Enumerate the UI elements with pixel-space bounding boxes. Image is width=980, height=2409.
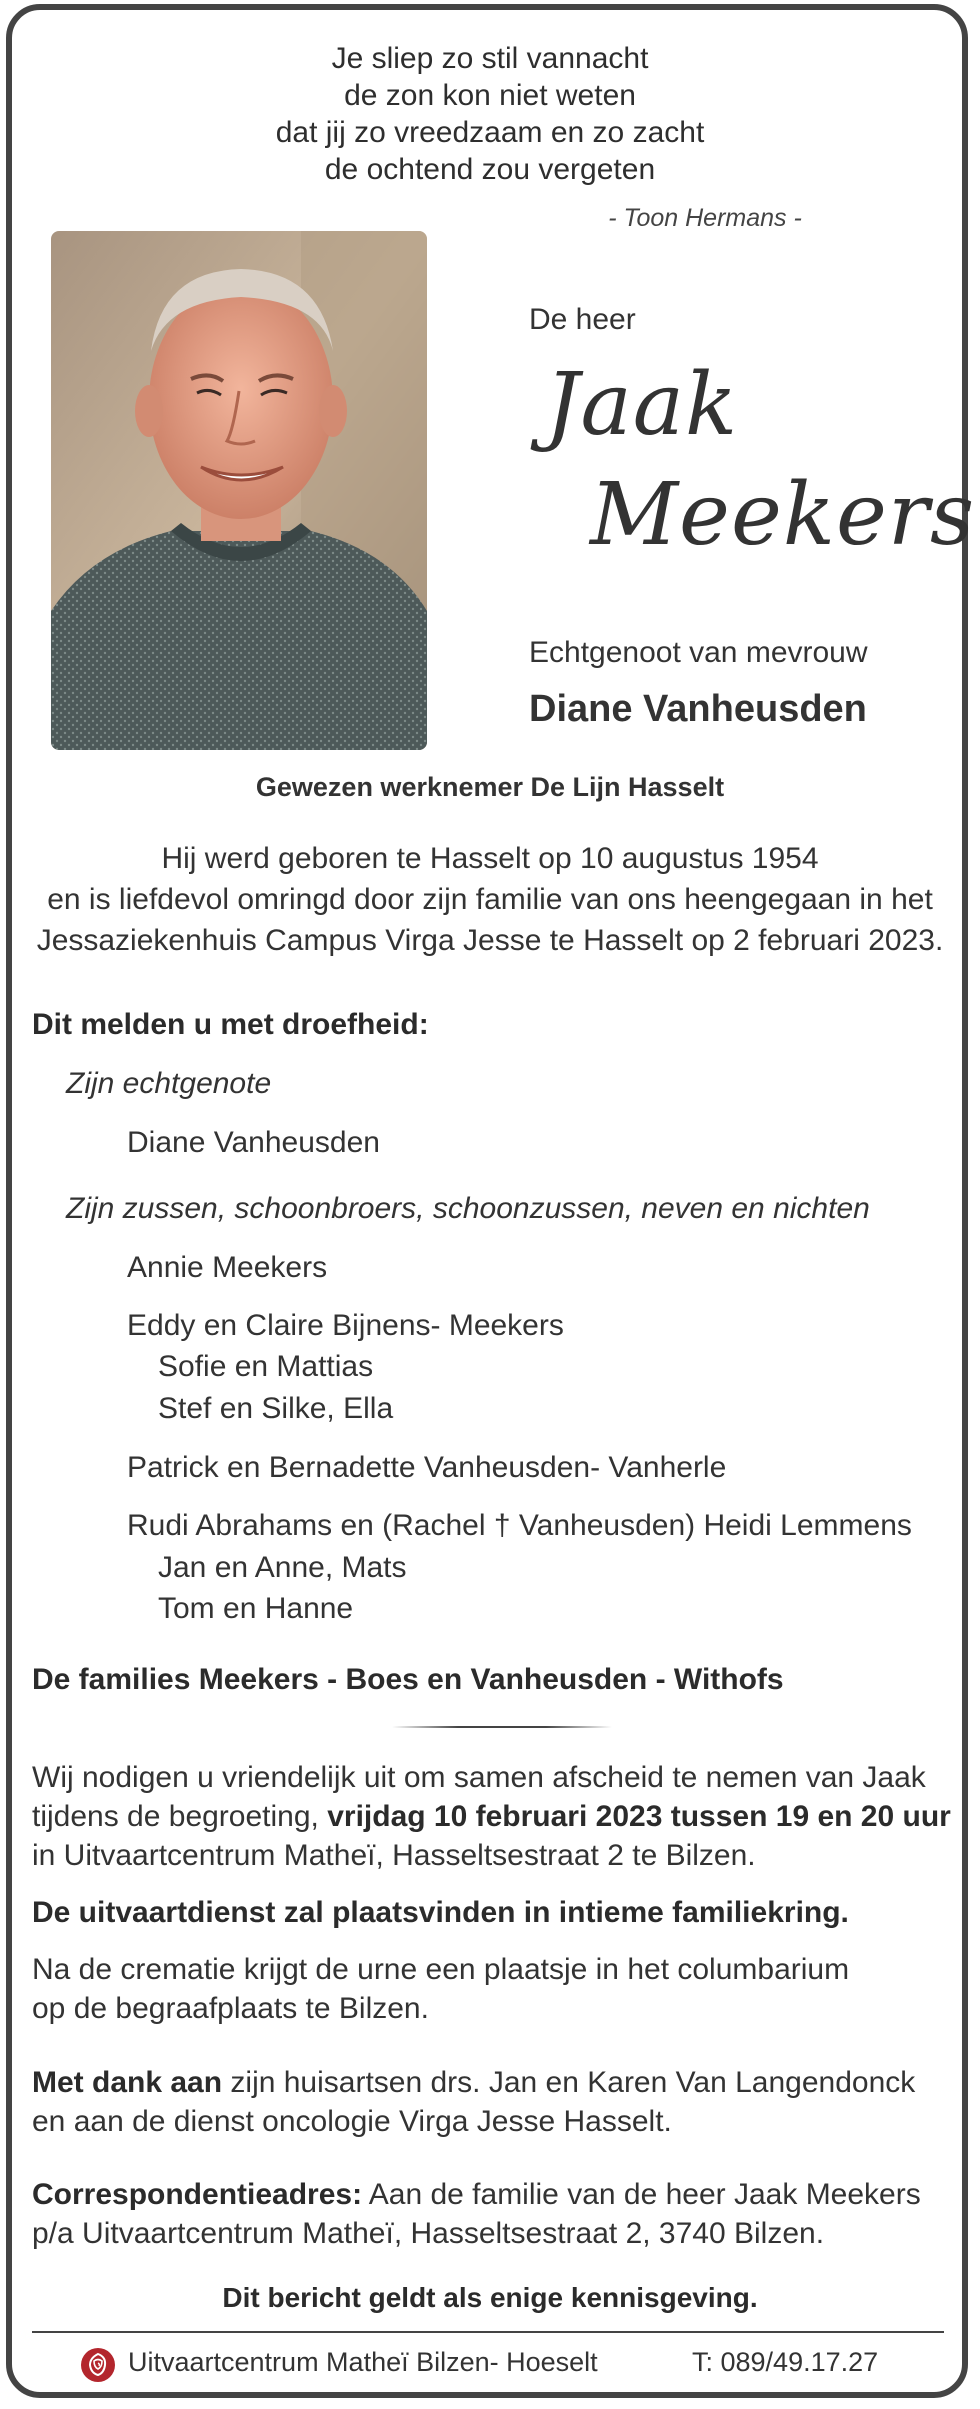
deceased-first-name: Jaak xyxy=(545,355,739,455)
poem-author: - Toon Hermans - xyxy=(608,204,802,232)
funeral-home-name: Uitvaartcentrum Matheï Bilzen- Hoeselt xyxy=(128,2347,598,2377)
portrait-illustration xyxy=(51,231,427,750)
born-line: en is liefdevol omringd door zijn familie van ons heengegaan in het xyxy=(47,883,933,916)
family-heading: Dit melden u met droefheid: xyxy=(32,1008,429,1041)
thanks-rest: zijn huisartsen drs. Jan en Karen Van Langendonck xyxy=(222,2066,916,2099)
invitation-line: in Uitvaartcentrum Matheï, Hasseltsestraat 2 te Bilzen. xyxy=(32,1839,756,1872)
visitation-date: vrijdag 10 februari 2023 tussen 19 en 20 uur xyxy=(327,1800,951,1833)
poem xyxy=(0,40,980,188)
correspondence-bold: Correspondentieadres: xyxy=(32,2178,363,2211)
poem-line: dat jij zo vreedzaam en zo zacht xyxy=(275,116,705,149)
correspondence-rest: Aan de familie van de heer Jaak Meekers xyxy=(362,2178,921,2211)
family-sub-member: Sofie en Mattias xyxy=(158,1350,374,1383)
cremation-line: Na de crematie krijgt de urne een plaatsje in het columbarium xyxy=(32,1953,850,1986)
spouse-group-label: Zijn echtgenote xyxy=(66,1067,272,1100)
poem-line: Je sliep zo stil vannacht xyxy=(331,42,649,75)
born-line: Hij werd geboren te Hasselt op 10 augustus 1954 xyxy=(161,842,819,875)
family-member: Diane Vanheusden xyxy=(127,1126,380,1159)
funeral-home-phone: T: 089/49.17.27 xyxy=(692,2347,879,2377)
service-bold: De uitvaartdienst zal plaatsvinden in intieme familiekring. xyxy=(32,1896,849,1929)
family-sub-member: Tom en Hanne xyxy=(158,1592,354,1625)
divider xyxy=(392,1726,612,1728)
deceased-last-name: Meekers xyxy=(590,465,976,565)
family-member: Annie Meekers xyxy=(127,1251,328,1284)
former-job: Gewezen werknemer De Lijn Hasselt xyxy=(255,772,725,802)
invitation-line-pre: tijdens de begroeting, xyxy=(32,1800,328,1833)
poem-line: de ochtend zou vergeten xyxy=(324,153,656,186)
family-member: Rudi Abrahams en (Rachel † Vanheusden) Heidi Lemmens xyxy=(127,1509,912,1542)
service-text xyxy=(32,1893,962,1932)
rose-logo-icon xyxy=(80,2347,116,2383)
thanks-text xyxy=(32,2063,962,2141)
deceased-title: De heer xyxy=(529,303,636,336)
footer-divider xyxy=(32,2331,944,2333)
poem-line: de zon kon niet weten xyxy=(344,79,636,112)
family-sub-member: Stef en Silke, Ella xyxy=(158,1392,394,1425)
families-line: De families Meekers - Boes en Vanheusden - Withofs xyxy=(32,1663,784,1696)
thanks-line: en aan de dienst oncologie Virga Jesse Hasselt. xyxy=(32,2105,672,2138)
spouse-label: Echtgenoot van mevrouw xyxy=(529,636,868,669)
thanks-line xyxy=(32,2063,962,2102)
family-member: Patrick en Bernadette Vanheusden- Vanherle xyxy=(127,1451,727,1484)
family-sub-member: Jan en Anne, Mats xyxy=(158,1551,407,1584)
born-line: Jessaziekenhuis Campus Virga Jesse te Hasselt op 2 februari 2023. xyxy=(36,924,944,957)
portrait-photo xyxy=(51,231,427,750)
birth-death-text xyxy=(32,838,948,961)
spouse-name: Diane Vanheusden xyxy=(529,688,867,730)
invitation-line xyxy=(32,1797,962,1836)
siblings-group-label: Zijn zussen, schoonbroers, schoonzussen, neven en nichten xyxy=(66,1192,870,1225)
family-member: Eddy en Claire Bijnens- Meekers xyxy=(127,1309,564,1342)
correspondence-text xyxy=(32,2175,962,2253)
cremation-text xyxy=(32,1950,962,2028)
notice-text: Dit bericht geldt als enige kennisgeving. xyxy=(222,2282,758,2313)
correspondence-line: p/a Uitvaartcentrum Matheï, Hasseltsestraat 2, 3740 Bilzen. xyxy=(32,2217,825,2250)
cremation-line: op de begraafplaats te Bilzen. xyxy=(32,1992,429,2025)
correspondence-line xyxy=(32,2175,962,2214)
invitation-line: Wij nodigen u vriendelijk uit om samen afscheid te nemen van Jaak xyxy=(32,1761,926,1794)
invitation-text xyxy=(32,1758,962,1875)
thanks-bold: Met dank aan xyxy=(32,2066,223,2099)
